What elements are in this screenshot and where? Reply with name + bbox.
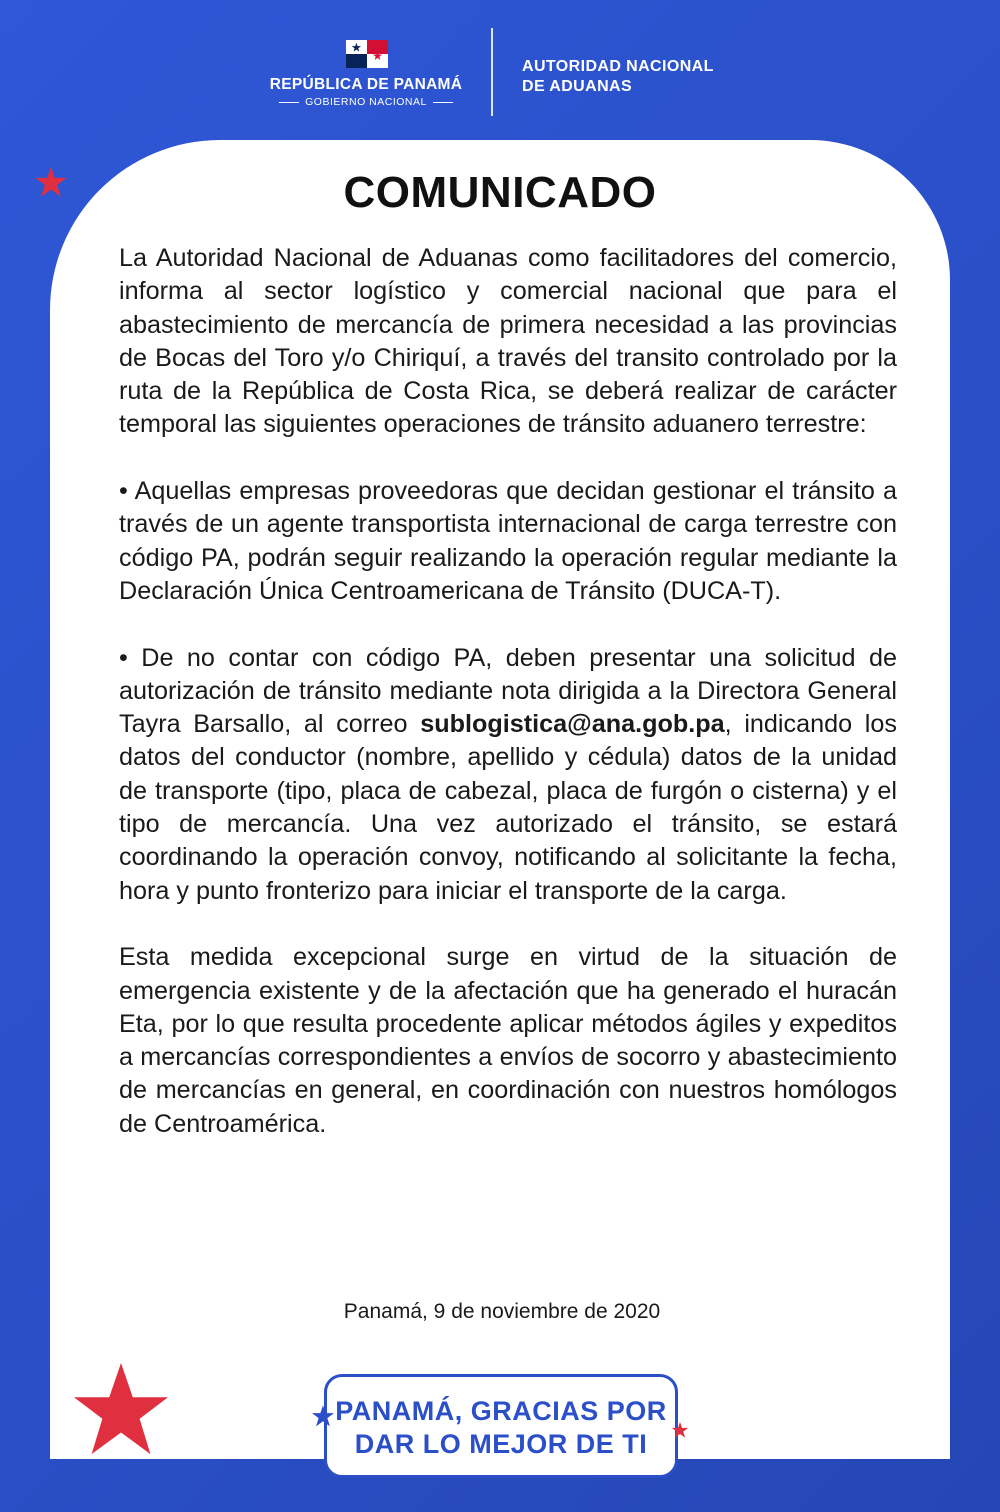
slogan-line-1: PANAMÁ, GRACIAS POR [335, 1396, 667, 1426]
paragraph-bullet-2 [119, 642, 897, 908]
panama-flag-icon [346, 40, 388, 68]
header [0, 0, 1000, 140]
bullet-2-text-start: • De no contar con código PA, deben presentar una solicitud de autorización de tránsito mediante nota dirigida a la Directora General Tayra Barsallo, al correo [119, 643, 897, 739]
paragraph-closing: Esta medida excepcional surge en virtud de la situación de emergencia existente y de la afectación que ha generado el huracán Eta, por lo que resulta procedente aplicar métodos ágiles y expeditos a mercancías correspondientes a envíos de socorro y abastecimiento de mercancías en general, en coordinación con nuestros homólogos de Centroamérica. [119, 943, 897, 1138]
government-text: GOBIERNO NACIONAL [305, 96, 427, 108]
page-title: COMUNICADO [343, 168, 657, 217]
contact-email: sublogistica@ana.gob.pa [420, 710, 725, 739]
slogan-line-2: DAR LO MEJOR DE TI [354, 1429, 648, 1459]
paragraph-intro: La Autoridad Nacional de Aduanas como facilitadores del comercio, informa al sector logístico y comercial nacional que para el abastecimiento de mercancía de primera necesidad a las provincias de Bocas del Toro y/o Chiriquí, a través del transito controlado por la ruta de la República de Costa Rica, se deberá realizar de carácter temporal las siguientes operaciones de tránsito aduanero terrestre: [119, 244, 897, 439]
agency-line-1: AUTORIDAD NACIONAL [522, 58, 714, 75]
slogan-text [327, 1395, 675, 1461]
slogan-box [324, 1374, 678, 1478]
paragraph-bullet-1: • Aquellas empresas proveedoras que decidan gestionar el tránsito a través de un agente transportista internacional de carga terrestre con código PA, podrán seguir realizando la operación regular mediante la Declaración Única Centroamericana de Tránsito (DUCA-T). [119, 477, 897, 605]
star-icon [671, 1421, 689, 1439]
vertical-divider [491, 28, 493, 116]
star-icon [311, 1404, 335, 1428]
communique-body [119, 242, 897, 1174]
divider-line [433, 102, 453, 103]
government-label [230, 96, 502, 108]
bullet-2-text-end: , indicando los datos del conductor (nombre, apellido y cédula) datos de la unidad de transporte (tipo, placa de cabezal, placa de furgón o cisterna) y el tipo de mercancía. Una vez autorizado el tránsito, se estará coordinando la operación convoy, notificando al solicitante la fecha, hora y punto fronterizo para iniciar el transporte de la carga. [119, 710, 898, 905]
date-line: Panamá, 9 de noviembre de 2020 [343, 1300, 661, 1323]
divider-line [279, 102, 299, 103]
star-icon [72, 1360, 170, 1458]
country-name: REPÚBLICA DE PANAMÁ [269, 76, 463, 93]
agency-name [522, 57, 714, 97]
agency-line-2: DE ADUANAS [522, 78, 633, 95]
